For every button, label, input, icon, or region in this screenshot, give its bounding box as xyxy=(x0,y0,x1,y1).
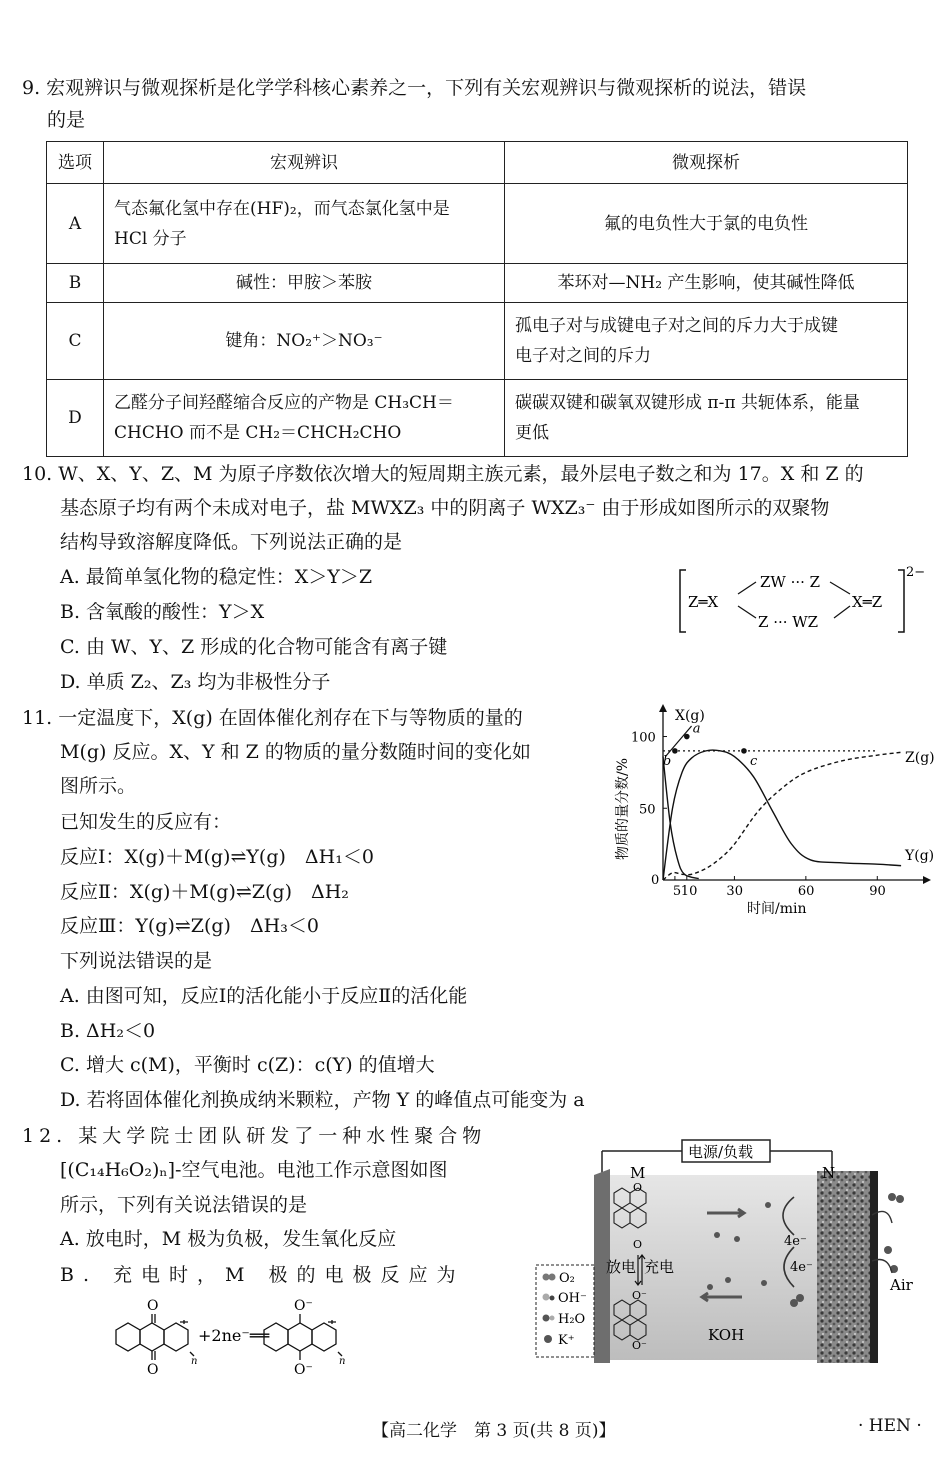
q9-stem-line1: 9. 宏观辨识与微观探析是化学学科核心素养之一，下列有关宏观辨识与微观探析的说法，错误 xyxy=(22,77,807,99)
struct-top: ZW ··· Z xyxy=(760,573,821,591)
y-tick-label: 100 xyxy=(631,730,656,746)
svg-text:n: n xyxy=(191,1356,198,1367)
struct-bottom: Z ··· WZ xyxy=(758,613,819,631)
q11-known: 已知发生的反应有： xyxy=(60,811,232,833)
x-tick-label: 30 xyxy=(726,884,743,899)
micro-cell: 苯环对—NH₂ 产生影响，使其碱性降低 xyxy=(505,264,908,303)
point-label-c: c xyxy=(749,753,758,769)
series-label: Y(g) xyxy=(905,848,935,864)
struct-charge: 2− xyxy=(906,565,926,580)
series-line-z xyxy=(663,752,901,880)
air-label: Air xyxy=(890,1276,913,1294)
chart-axes xyxy=(631,704,931,899)
y-axis-arrow-icon xyxy=(659,704,667,712)
q10-stem-line1: 10. W、X、Y、Z、M 为原子序数依次增大的短周期主族元素，最外层电子数之和为 17。X 和 Z 的 xyxy=(22,463,864,485)
electrolyte-label: KOH xyxy=(708,1326,745,1344)
legend-h2o: H₂O xyxy=(558,1312,586,1327)
page-footer: 【高二化学 第 3 页(共 8 页)】 xyxy=(372,1421,616,1441)
x-series-pointer xyxy=(665,726,691,757)
series-label: Z(g) xyxy=(905,750,935,766)
svg-text:O: O xyxy=(147,1362,159,1378)
micro-cell: 孤电子对与成键电子对之间的斥力大于成键 电子对之间的斥力 xyxy=(505,303,908,380)
q11-ask: 下列说法错误的是 xyxy=(60,950,213,972)
table-header-option: 选项 xyxy=(47,142,104,184)
chart-ylabel: 物质的量分数/% xyxy=(615,757,631,860)
q11-option-a: A. 由图可知，反应Ⅰ的活化能小于反应Ⅱ的活化能 xyxy=(60,985,468,1007)
legend-o2: O₂ xyxy=(559,1271,575,1286)
q11-option-d: D. 若将固体催化剂换成纳米颗粒，产物 Y 的峰值点可能变为 a xyxy=(60,1089,585,1111)
micro-cell: 氟的电负性大于氯的电负性 xyxy=(505,184,908,264)
macro-cell: 乙醛分子间羟醛缩合反应的产物是 CH₃CH＝ CHCHO 而不是 CH₂＝CHCH₂CHO xyxy=(104,380,505,457)
mole-fraction-chart xyxy=(605,700,935,925)
equation-middle: +2ne⁻══ xyxy=(198,1326,270,1345)
footer-code: · HEN · xyxy=(858,1416,922,1436)
svg-text:n: n xyxy=(339,1356,346,1367)
macro-cell: 键角：NO₂⁺＞NO₃⁻ xyxy=(104,303,505,380)
q11-stem-line1: 11. 一定温度下，X(g) 在固体催化剂存在下与等物质的量的 xyxy=(22,707,523,729)
option-label: C xyxy=(47,303,104,380)
series-line-y xyxy=(663,750,901,880)
q11-option-b: B. ΔH₂＜0 xyxy=(60,1020,156,1042)
option-label: D xyxy=(47,380,104,457)
option-label: A xyxy=(47,184,104,264)
chart-xlabel: 时间/min xyxy=(747,901,807,917)
battery-diagram xyxy=(532,1135,932,1370)
point-label-a: a xyxy=(692,721,701,737)
macro-cell: 气态氟化氢中存在(HF)₂，而气态氯化氢中是 HCl 分子 xyxy=(104,184,505,264)
struct-left: Z═X xyxy=(688,593,719,611)
point-a xyxy=(684,734,690,740)
chart-points xyxy=(663,722,758,769)
svg-text:O⁻: O⁻ xyxy=(294,1298,313,1314)
electrode-equation xyxy=(98,1296,358,1384)
n-label: N xyxy=(822,1164,836,1182)
legend-oh: OH⁻ xyxy=(558,1291,587,1306)
table-row xyxy=(47,303,908,380)
x-axis-arrow-icon xyxy=(923,876,931,884)
micro-cell: 碳碳双键和碳氧双键形成 π-π 共轭体系，能量 更低 xyxy=(505,380,908,457)
q10-option-a: A. 最简单氢化物的稳定性：X＞Y＞Z xyxy=(60,566,373,588)
y-tick-label: 50 xyxy=(639,802,656,818)
svg-text:O⁻: O⁻ xyxy=(632,1289,647,1302)
q12-stem-line2: [(C₁₄H₆O₂)ₙ]-空气电池。电池工作示意图如图 xyxy=(60,1159,448,1181)
dimer-structure xyxy=(672,560,942,640)
m-label: M xyxy=(630,1164,646,1182)
macro-cell: 碱性：甲胺＞苯胺 xyxy=(104,264,505,303)
table-row xyxy=(47,380,908,457)
q10-stem-line2: 基态原子均有两个未成对电子，盐 MWXZ₃ 中的阴离子 WXZ₃⁻ 由于形成如图所示的双聚物 xyxy=(60,497,830,519)
q10-stem-line3: 结构导致溶解度降低。下列说法正确的是 xyxy=(60,531,403,553)
anthraquinone-structure xyxy=(116,1314,194,1360)
electron-label-1: 4e⁻ xyxy=(784,1234,807,1249)
svg-text:O⁻: O⁻ xyxy=(632,1339,647,1352)
table-row xyxy=(47,184,908,264)
q10-option-c: C. 由 W、Y、Z 形成的化合物可能含有离子键 xyxy=(60,636,448,658)
q11-reaction-3: 反应Ⅲ：Y(g)⇌Z(g) ΔH₃＜0 xyxy=(60,915,319,937)
x-tick-label: 60 xyxy=(797,884,815,899)
electron-label-2: 4e⁻ xyxy=(790,1260,813,1275)
svg-text:O: O xyxy=(147,1298,159,1314)
reduced-anthraquinone-structure xyxy=(264,1314,342,1360)
q12-stem-line1: 12. 某大学院士团队研发了一种水性聚合物 xyxy=(22,1125,487,1147)
q11-stem-line2: M(g) 反应。X、Y 和 Z 的物质的量分数随时间的变化如 xyxy=(60,741,531,763)
point-label-b: b xyxy=(662,753,672,769)
x-tick-label: 10 xyxy=(680,884,698,899)
origin-label: 0 xyxy=(651,873,660,888)
struct-right: X═Z xyxy=(852,593,883,611)
discharge-label: 放电 xyxy=(606,1258,637,1276)
q11-stem-line3: 图所示。 xyxy=(60,775,137,797)
q10-option-b: B. 含氧酸的酸性：Y＞X xyxy=(60,601,265,623)
q11-reaction-2: 反应Ⅱ：X(g)＋M(g)⇌Z(g) ΔH₂ xyxy=(60,881,349,903)
q12-option-a: A. 放电时，M 极为负极，发生氧化反应 xyxy=(60,1228,397,1250)
svg-text:O: O xyxy=(633,1238,643,1251)
q11-option-c: C. 增大 c(M)，平衡时 c(Z)：c(Y) 的值增大 xyxy=(60,1054,435,1076)
n-electrode xyxy=(817,1171,877,1363)
point-c xyxy=(741,748,747,754)
power-load-label: 电源/负载 xyxy=(688,1143,754,1161)
chart-series xyxy=(663,708,935,880)
q11-reaction-1: 反应Ⅰ：X(g)＋M(g)⇌Y(g) ΔH₁＜0 xyxy=(60,846,374,868)
legend-k: K⁺ xyxy=(558,1333,575,1348)
q9-stem-line2: 的是 xyxy=(47,109,86,131)
svg-text:O⁻: O⁻ xyxy=(294,1362,313,1378)
series-label: X(g) xyxy=(675,708,705,724)
point-b xyxy=(672,748,678,754)
charge-label: 充电 xyxy=(644,1258,675,1276)
q12-option-b: B. 充电时，M 极的电极反应为 xyxy=(60,1264,465,1286)
table-row xyxy=(47,264,908,303)
table-header-micro: 微观探析 xyxy=(505,142,908,184)
q12-stem-line3: 所示，下列有关说法错误的是 xyxy=(60,1194,308,1216)
q10-option-d: D. 单质 Z₂、Z₃ 均为非极性分子 xyxy=(60,671,331,693)
x-tick-label: 90 xyxy=(869,884,886,899)
table-header-macro: 宏观辨识 xyxy=(104,142,505,184)
option-label: B xyxy=(47,264,104,303)
q9-table xyxy=(46,141,908,457)
x-tick-label: 5 xyxy=(672,884,682,899)
svg-text:O: O xyxy=(633,1181,643,1194)
